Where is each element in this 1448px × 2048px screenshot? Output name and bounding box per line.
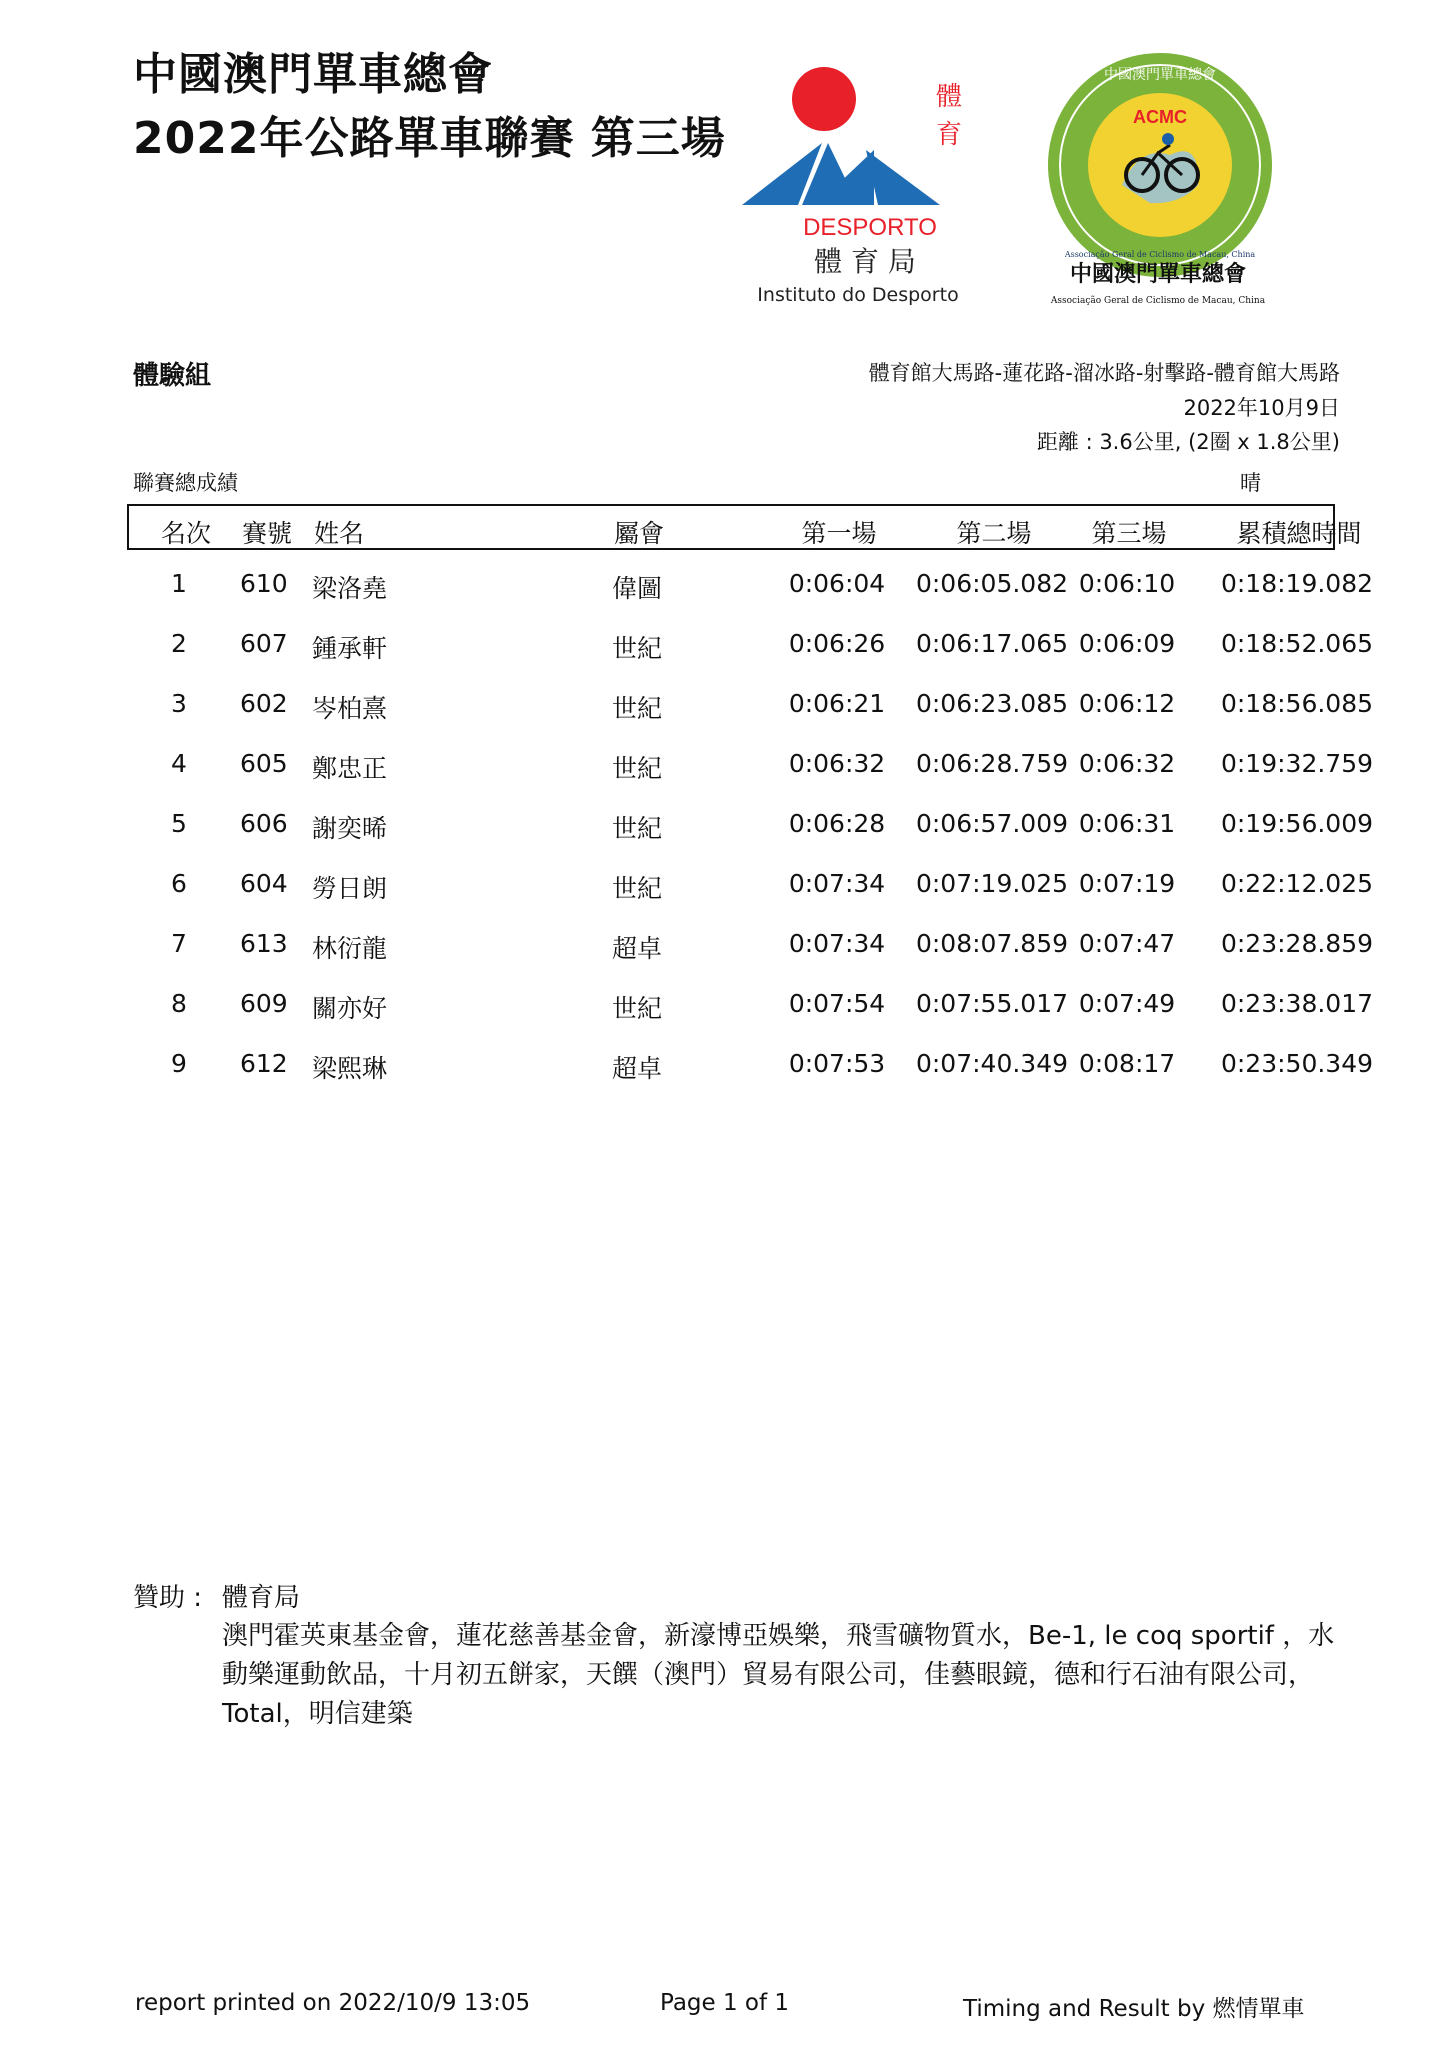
header-race2: 第二場: [956, 519, 1032, 548]
timing-credit: Timing and Result by 燃情單車: [963, 1996, 1305, 2022]
cell-rank: 4: [171, 749, 187, 778]
cell-name: 梁熙琳: [312, 1054, 388, 1083]
cell-name: 林衍龍: [312, 934, 388, 963]
page-number: Page 1 of 1: [660, 1990, 790, 2016]
cell-race1: 0:06:28: [788, 809, 886, 838]
cell-race2: 0:08:07.859: [915, 929, 1069, 958]
cell-total: 0:18:56.085: [1220, 689, 1374, 718]
acmc-portuguese-name: Associação Geral de Ciclismo de Macau, China: [1050, 296, 1266, 306]
cell-race3: 0:06:12: [1078, 689, 1176, 718]
cell-total: 0:18:19.082: [1220, 569, 1374, 598]
sponsor-main: 體育局: [222, 1583, 301, 1613]
cell-club: 世紀: [612, 874, 663, 903]
cell-race1: 0:07:54: [788, 989, 886, 1018]
header-race1: 第一場: [801, 519, 877, 548]
cell-number: 613: [240, 929, 288, 958]
cell-race2: 0:06:28.759: [915, 749, 1069, 778]
race-distance: 距離 : 3.6公里, (2圈 x 1.8公里): [1036, 430, 1340, 454]
cell-total: 0:23:50.349: [1220, 1049, 1374, 1078]
cell-name: 關亦好: [312, 994, 388, 1023]
cell-race1: 0:07:53: [788, 1049, 886, 1078]
cell-rank: 1: [171, 569, 187, 598]
cell-total: 0:19:56.009: [1220, 809, 1374, 838]
cell-race3: 0:07:49: [1078, 989, 1176, 1018]
cell-number: 610: [240, 569, 288, 598]
acmc-badge-text: ACMC: [1133, 107, 1187, 127]
cell-race3: 0:06:32: [1078, 749, 1176, 778]
cell-total: 0:23:28.859: [1220, 929, 1374, 958]
table-row: [127, 615, 1374, 675]
cell-number: 609: [240, 989, 288, 1018]
cell-race1: 0:06:26: [788, 629, 886, 658]
cell-club: 世紀: [612, 994, 663, 1023]
cell-race2: 0:07:40.349: [915, 1049, 1069, 1078]
cell-race3: 0:08:17: [1078, 1049, 1176, 1078]
acmc-ring-side-text: Associação Geral de Ciclismo de Macau, China: [1064, 250, 1256, 259]
page-title: 中國澳門單車總會: [133, 49, 493, 100]
cell-club: 世紀: [612, 814, 663, 843]
desporto-brand: DESPORTO: [803, 214, 937, 241]
cell-club: 超卓: [612, 1054, 663, 1083]
cell-club: 世紀: [612, 694, 663, 723]
cell-rank: 7: [171, 929, 187, 958]
cell-name: 梁洛堯: [312, 574, 388, 603]
cell-number: 604: [240, 869, 288, 898]
table-row: [127, 1035, 1374, 1095]
cell-race3: 0:07:19: [1078, 869, 1176, 898]
cell-number: 602: [240, 689, 288, 718]
cell-name: 謝奕晞: [312, 814, 388, 843]
cell-rank: 2: [171, 629, 187, 658]
table-row: [127, 675, 1374, 735]
cell-club: 世紀: [612, 634, 663, 663]
cell-rank: 3: [171, 689, 187, 718]
cell-race1: 0:07:34: [788, 929, 886, 958]
cell-race2: 0:07:19.025: [915, 869, 1069, 898]
cell-race2: 0:07:55.017: [915, 989, 1069, 1018]
acmc-ring-top-text: 中國澳門單車總會: [1104, 67, 1216, 83]
sponsor-list: 澳門霍英東基金會，蓮花慈善基金會，新濠博亞娛樂，飛雪礦物質水，Be-1, le coq sportif ，水動樂運動飲品，十月初五餅家，天饌（澳門）貿易有限公司，佳藝眼鏡，德和行石油有限公司，Total，明信建築: [222, 1621, 1335, 1729]
header-club: 屬會: [614, 519, 665, 548]
race-date: 2022年10月9日: [1183, 396, 1340, 420]
acmc-logo: [1030, 45, 1290, 315]
cell-number: 612: [240, 1049, 288, 1078]
cell-total: 0:18:52.065: [1220, 629, 1374, 658]
cell-rank: 6: [171, 869, 187, 898]
cell-race1: 0:06:04: [788, 569, 886, 598]
cell-race2: 0:06:23.085: [915, 689, 1069, 718]
desporto-emblem-icon: [740, 55, 990, 315]
cell-rank: 8: [171, 989, 187, 1018]
cell-number: 605: [240, 749, 288, 778]
race-group: 體驗組: [133, 361, 212, 391]
desporto-side-text-2: 育: [936, 120, 963, 150]
desporto-side-text-1: 體: [936, 82, 963, 112]
cell-race3: 0:06:31: [1078, 809, 1176, 838]
cell-race1: 0:07:34: [788, 869, 886, 898]
header-name: 姓名: [314, 519, 365, 548]
cell-number: 607: [240, 629, 288, 658]
table-row: [127, 795, 1374, 855]
desporto-logo: [740, 55, 990, 315]
cell-race2: 0:06:57.009: [915, 809, 1069, 838]
report-printed-info: report printed on 2022/10/9 13:05: [135, 1990, 531, 2016]
header-race3: 第三場: [1091, 519, 1167, 548]
cell-race3: 0:06:09: [1078, 629, 1176, 658]
table-row: [127, 735, 1374, 795]
overall-results-label: 聯賽總成績: [133, 471, 238, 495]
table-row: [127, 915, 1374, 975]
table-row: [127, 855, 1374, 915]
cell-club: 超卓: [612, 934, 663, 963]
desporto-chinese-name: 體 育 局: [814, 245, 916, 278]
cell-rank: 9: [171, 1049, 187, 1078]
cell-race3: 0:07:47: [1078, 929, 1176, 958]
header-rank: 名次: [161, 519, 212, 548]
page-subtitle: 2022年公路單車聯賽 第三場: [133, 113, 726, 164]
cell-name: 鍾承軒: [312, 634, 388, 663]
sponsor-label: 贊助 :: [133, 1583, 203, 1613]
results-table-header: [127, 504, 1362, 550]
cell-club: 世紀: [612, 754, 663, 783]
header-total: 累積總時間: [1236, 519, 1362, 548]
acmc-emblem-icon: [1030, 45, 1290, 315]
cell-total: 0:19:32.759: [1220, 749, 1374, 778]
cell-race1: 0:06:21: [788, 689, 886, 718]
header-number: 賽號: [242, 519, 293, 548]
cell-race1: 0:06:32: [788, 749, 886, 778]
cell-total: 0:22:12.025: [1220, 869, 1374, 898]
cell-race2: 0:06:17.065: [915, 629, 1069, 658]
table-row: [127, 975, 1374, 1035]
cell-name: 岑柏熹: [312, 694, 388, 723]
cell-name: 鄭忠正: [312, 754, 388, 783]
cell-race2: 0:06:05.082: [915, 569, 1069, 598]
cell-race3: 0:06:10: [1078, 569, 1176, 598]
table-row: [127, 555, 1374, 615]
acmc-chinese-name: 中國澳門單車總會: [1069, 261, 1247, 287]
cell-number: 606: [240, 809, 288, 838]
cell-rank: 5: [171, 809, 187, 838]
cell-total: 0:23:38.017: [1220, 989, 1374, 1018]
weather: 晴: [1240, 471, 1261, 495]
cell-name: 勞日朗: [312, 874, 388, 903]
cell-club: 偉圖: [612, 574, 663, 603]
desporto-portuguese-name: Instituto do Desporto: [757, 284, 959, 306]
race-route: 體育館大馬路-蓮花路-溜冰路-射擊路-體育館大馬路: [868, 361, 1340, 385]
